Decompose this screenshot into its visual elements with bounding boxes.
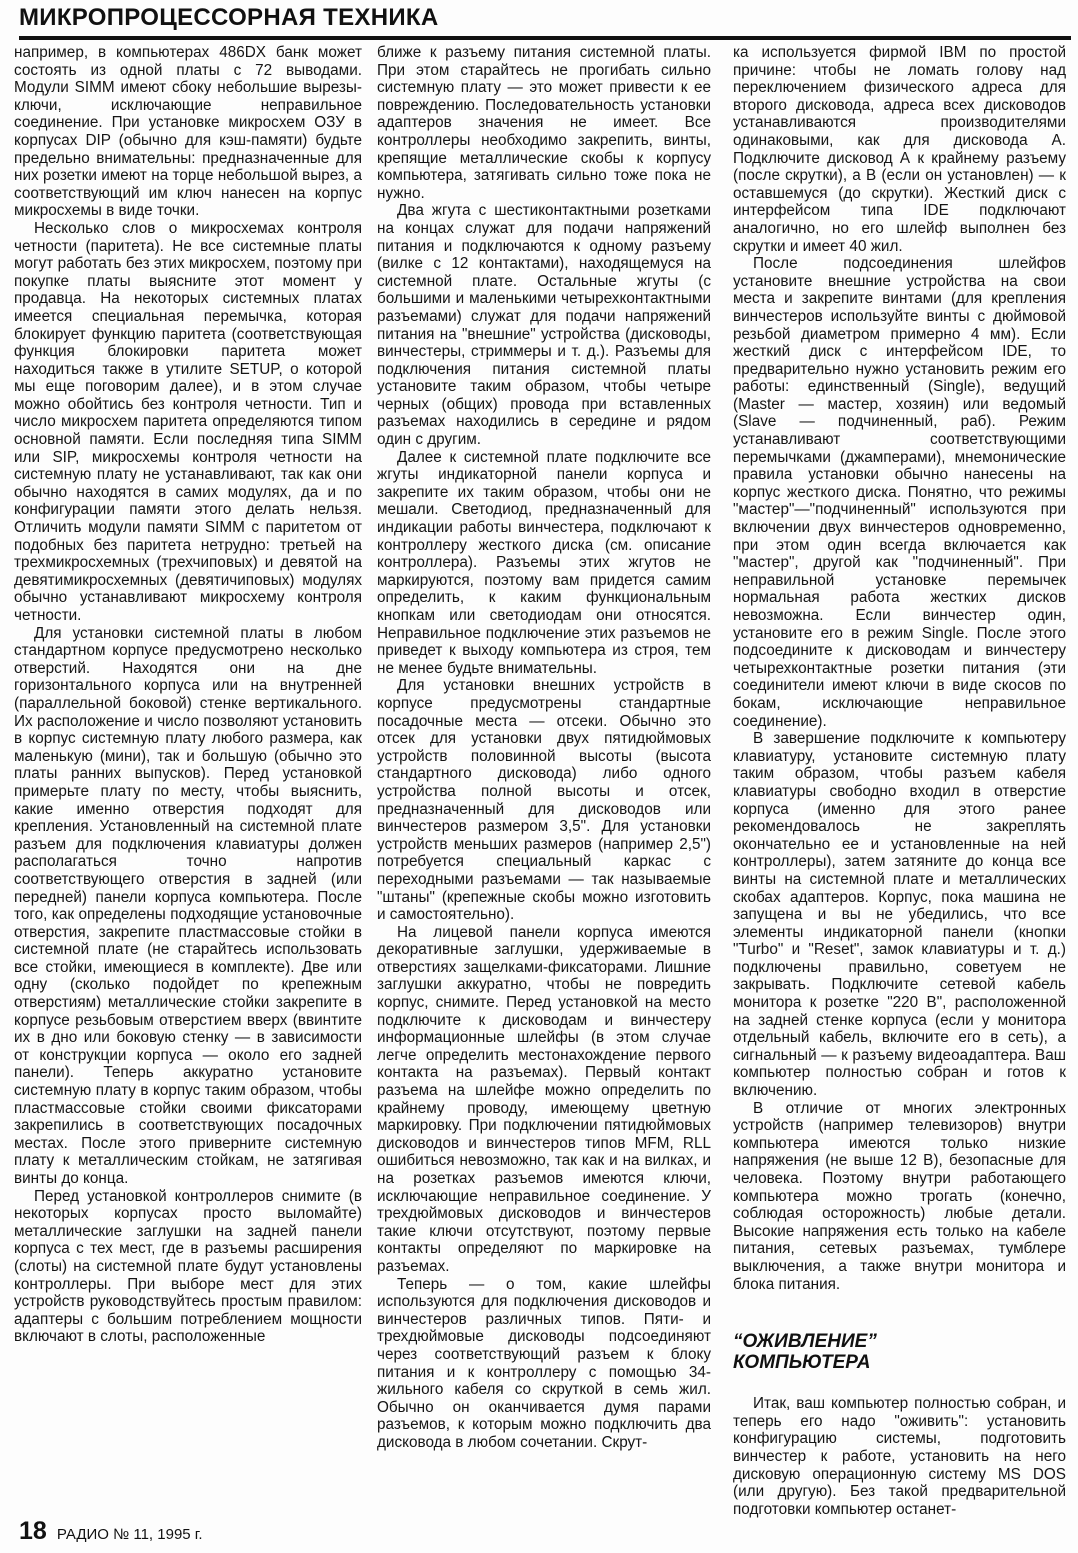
paragraph: На лицевой панели корпуса имеются декоративные заглушки, удерживаемые в отверстиях защелками-фиксаторами. Лишние заглушки аккуратно, чтобы не повредить корпус, снимите. Перед установкой на место подключите к дисководам и винчестеру информационные шлейфы (в этом случае легче определить местонахождение первого контакта на разъемах). Первый контакт разъема на шлейфе можно определить по крайнему проводу, имеющему цветную маркировку. При подключении пятидюймовых дисководов и винчестеров типов MFM, RLL ошибиться невозможно, так как и на вилках, и на розетках разъемов имеются ключи, исключающие неправильное соединение. У трехдюймовых дисководов и винчестеров такие ключи отсутствуют, поэтому первые контакты определяют по маркировке на разъемах. [377, 923, 711, 1275]
page-number: 18 [19, 1517, 47, 1545]
paragraph: Несколько слов о микросхемах контроля четности (паритета). Не все системные платы могут работать без этих микросхем, поэтому при покупке платы выясните этот момент у продавца. На некоторых системных платах имеется специальная перемычка, которая блокирует функцию паритета (соответствующая функция блокировки паритета может находиться также в утилите SETUP, о которой мы еще поговорим далее), и в этом случае можно обойтись без контроля четности. Тип и число микросхем паритета определяются типом основной памяти. Если последняя типа SIMM или SIP, микросхемы контроля четности на системную плату не устанавливают, так как они обычно находятся в самих модулях, да и по конфигурации памяти этого делать нельзя. Отличить модули памяти SIMM с паритетом от подобных без паритета нетрудно: третьей на трехмикросхемных (трехчиповых) и девятой на девятимикросхемных (девятичиповых) модулях обычно устанавливают микросхему контроля четности. [14, 219, 362, 624]
paragraph: Для установки внешних устройств в корпусе предусмотрены стандартные посадочные места — отсеки. Обычно это отсек для установки двух пятидюймовых устройств половинной высоты (высота стандартного дисковода) либо одного устройства полной высоты и отсек, предназначенный для дисководов или винчестеров размером 3,5". Для установки устройств меньших размеров (например 2,5") потребуется специальный каркас с переходными разъемами — так называемые "штаны" (крепежные скобы можно изготовить и самостоятельно). [377, 677, 711, 924]
paragraph: После подсоединения шлейфов установите внешние устройства на свои места и закрепите винтами (для крепления винчестеров используйте винты с дюймовой резьбой диаметром примерно 4 мм). Если жесткий диск с интерфейсом IDE, то предварительно нужно установить режим его работы: единственный (Single), ведущий (Master — мастер, хозяин) или ведомый (Slave — подчиненный, раб). Режим устанавливают соответствующими перемычками (джамперами), мнемонические правила установки обычно нанесены на корпус жесткого диска. Понятно, что режимы "мастер"—"подчиненный" используются при включении двух винчестеров одновременно, при этом один всегда включается как "мастер", другой как "подчиненный". При неправильной установке перемычек нормальная работа жестких дисков невозможна. Если винчестер один, установите его в режим Single. После этого подсоедините к дисководам и винчестеру четырехконтактные розетки питания (эти соединители имеют ключи в виде скосов по бокам, исключающие неправильное соединение). [733, 255, 1066, 730]
section-heading-line-2: КОМПЬЮТЕРА [733, 1352, 871, 1374]
paragraph: Перед установкой контроллеров снимите (в некоторых корпусах просто выломайте) металлические заглушки на задней панели корпуса с тех мест, где в разъемы расширения (слоты) на системной плате будут установлены контроллеры. При выборе мест для этих устройств руководствуйтесь простым правилом: адаптеры с большим потреблением мощности включают в слоты, расположенные [14, 1187, 362, 1346]
paragraph: Для установки системной платы в любом стандартном корпусе предусмотрено несколько отверстий. Находятся они на дне горизонтального корпуса или на внутренней (параллельной боковой) стенке вертикального. Их расположение и число позволяют установить в корпус системную плату любого размера, как маленькую (мини), так и большую (обычно это платы ранних выпусков). Перед установкой примерьте плату по месту, чтобы выяснить, какие именно отверстия подходят для крепления. Установленный на системной плате разъем для подключения клавиатуры должен располагаться точно напротив соответствующего отверстия в задней (или передней) панели корпуса компьютера. После того, как определены подходящие установочные отверстия, закрепите пластмассовые стойки в системной плате (не старайтесь использовать все стойки, имеющиеся в комплекте). Две или одну (сколько подойдет по крепежным отверстиям) металлические стойки закрепите в корпусе резьбовым отверстием вверх (ввинтите их в дно или боковую стенку — в зависимости от конструкции корпуса — около его задней панели). Теперь аккуратно установите системную плату в корпус таким образом, чтобы пластмассовые стойки своими фиксаторами закрепились в соответствующих посадочных местах. После этого приверните системную плату к металлическим стойкам, не затягивая винты до конца. [14, 624, 362, 1187]
issue-info: РАДИО № 11, 1995 г. [56, 1526, 203, 1543]
paragraph: Два жгута с шестиконтактными розетками на концах служат для подачи напряжений питания и подключаются к одному разъему (вилке с 12 контактами), находящемуся на системной плате. Остальные жгуты (с большими и маленькими четырехконтактными разъемами) служат для подачи напряжений питания на "внешние" устройства (дисководы, винчестеры, стриммеры и т. д.). Разъемы для подключения питания системной платы установите таким образом, чтобы четыре черных (общих) провода при вставленных разъемах находились в середине и рядом один с другим. [377, 202, 711, 449]
paragraph: ближе к разъему питания системной платы. При этом старайтесь не прогибать сильно системную плату — это может привести к ее повреждению. Последовательность установки адаптеров значения не имеет. Все контроллеры необходимо закрепить, винты, крепящие металлические скобы к корпусу компьютера, затягивать сильно тоже пока не нужно. [377, 44, 711, 202]
paragraph: В отличие от многих электронных устройств (например телевизоров) внутри компьютера имеются только низкие напряжения (не выше 12 В), безопасные для человека. Поэтому внутри работающего компьютера можно трогать (конечно, соблюдая осторожность) любые детали. Высокие напряжения есть только на кабеле питания, сетевых разъемах, тумблере выключения, а также внутри монитора и блока питания. [733, 1099, 1066, 1293]
section-heading-line-1: “ОЖИВЛЕНИЕ” [733, 1331, 877, 1353]
paragraph: Теперь — о том, какие шлейфы используются для подключения дисководов и винчестеров различных типов. Пяти- и трехдюймовые дисководы подсоединяют через соответствующий разъем к блоку питания и к контроллеру с помощью 34-жильного кабеля со скруткой в семь жил. Обычно он оканчивается думя парами разъемов, к которым можно подключить два дисковода в любом сочетании. Скрут- [377, 1275, 711, 1451]
section-header-title: МИКРОПРОЦЕССОРНАЯ ТЕХНИКА [19, 4, 439, 31]
paragraph: Итак, ваш компьютер полностью собран, и теперь его надо "оживить": установить конфигурацию системы, подготовить винчестер к работе, установить на него дисковую операционную систему MS DOS (или другую). Без такой предварительной подготовки компьютер останет- [733, 1395, 1066, 1518]
paragraph: ка используется фирмой IBM по простой причине: чтобы не ломать голову над переключением физического адреса для второго дисковода, адреса всех дисководов устанавливаются производителями одинаковыми, как для дисковода А. Подключите дисковод А к крайнему разъему (после скрутки), а В (если он установлен) — к оставшемуся (до скрутки). Жесткий диск с интерфейсом типа IDE подключают аналогично, но его шлейф выполнен без скрутки и имеет 40 жил. [733, 44, 1066, 255]
header-rule [19, 36, 1071, 40]
paragraph: Далее к системной плате подключите все жгуты индикаторной панели корпуса и закрепите их таким образом, чтобы они не мешали. Светодиод, предназначенный для индикации работы винчестера, подключают к контроллеру жесткого диска (см. описание контроллера). Разъемы этих жгутов не маркируются, поэтому вам придется самим определить, к каким функциональным кнопкам или светодиодам они относятся. Неправильное подключение этих разъемов не приведет к выходу компьютера из строя, тем не менее будьте внимательны. [377, 448, 711, 677]
paragraph: В завершение подключите к компьютеру клавиатуру, установите системную плату таким образом, чтобы разъем кабеля клавиатуры свободно входил в отверстие корпуса (именно для этого ранее рекомендовалось не закреплять окончательно ее и установленные на ней контроллеры), затем затяните до конца все винты на системной плате и металлических скобах адаптеров. Корпус, пока машина не запущена и вы не убедились, что все элементы индикаторной панели (кнопки "Turbo" и "Reset", замок клавиатуры и т. д.) подключены правильно, советуем не закрывать. Подключите сетевой кабель монитора к розетке "220 В", расположенной на задней стенке корпуса (если у монитора отдельный кабель, включите его в сеть), а сигнальный — к разъему видеоадаптера. Ваш компьютер полностью собран и готов к включению. [733, 730, 1066, 1100]
text-column-2 [377, 44, 711, 1452]
section-heading [733, 1331, 1066, 1373]
paragraph: например, в компьютерах 486DX банк может состоять из одной платы с 72 выводами. Модули SIMM имеют сбоку небольшие вырезы-ключи, исключающие неправильное соединение. При установке микросхем ОЗУ в корпусах DIP (обычно для кэш-памяти) будьте предельно внимательны: предназначенные для них розетки имеют на торце небольшой вырез, а соответствующий им ключ нанесен на корпус микросхемы в виде точки. [14, 44, 362, 220]
page-footer [19, 1517, 203, 1546]
text-column-1 [14, 44, 362, 1346]
text-column-3 [733, 44, 1066, 1518]
